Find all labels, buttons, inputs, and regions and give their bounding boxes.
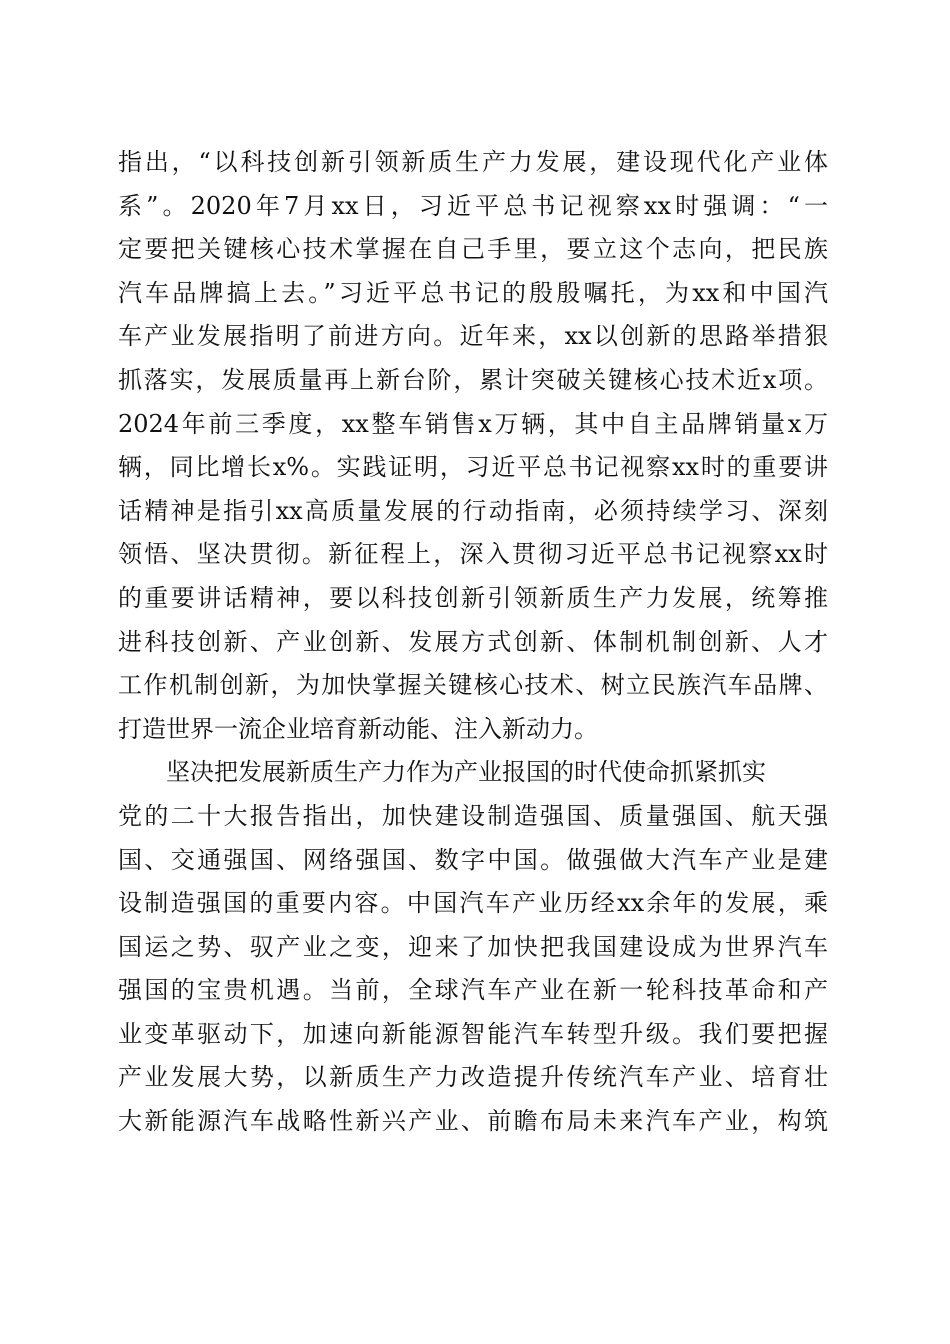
text-line: 进科技创新、产业创新、发展方式创新、体制机制创新、人才	[118, 627, 828, 656]
text-line: 指出，“以科技创新引领新质生产力发展，建设现代化产业体	[118, 148, 828, 176]
paragraph-1	[118, 141, 828, 751]
text-line: 辆，同比增长x%。实践证明，习近平总书记视察xx时的重要讲	[118, 453, 828, 482]
text-line: 话精神是指引xx高质量发展的行动指南，必须持续学习、深刻	[118, 496, 828, 525]
text-line: 领悟、坚决贯彻。新征程上，深入贯彻习近平总书记视察xx时	[118, 540, 828, 569]
paragraph-2	[118, 751, 828, 1143]
text-line: 汽车品牌搞上去。”习近平总书记的殷殷嘱托，为xx和中国汽	[118, 278, 828, 307]
text-line: 设制造强国的重要内容。中国汽车产业历经xx余年的发展，乘	[118, 889, 828, 918]
text-line: 国运之势、驭产业之变，迎来了加快把我国建设成为世界汽车	[118, 932, 828, 961]
section-heading-line: 坚决把发展新质生产力作为产业报国的时代使命抓紧抓实	[166, 758, 766, 787]
text-line: 的重要讲话精神，要以科技创新引领新质生产力发展，统筹推	[118, 583, 828, 612]
text-line: 业变革驱动下，加速向新能源智能汽车转型升级。我们要把握	[118, 1019, 828, 1048]
text-line: 抓落实，发展质量再上新台阶，累计突破关键核心技术近x项。	[118, 365, 828, 394]
text-line: 产业发展大势，以新质生产力改造提升传统汽车产业、培育壮	[118, 1063, 828, 1092]
text-line: 系”。2020年7月xx日，习近平总书记视察xx时强调：“一	[118, 191, 828, 220]
text-line: 车产业发展指明了前进方向。近年来，xx以创新的思路举措狠	[118, 322, 828, 351]
text-line: 强国的宝贵机遇。当前，全球汽车产业在新一轮科技革命和产	[118, 976, 828, 1005]
text-line: 大新能源汽车战略性新兴产业、前瞻布局未来汽车产业，构筑	[118, 1107, 828, 1136]
text-line: 工作机制创新，为加快掌握关键核心技术、树立民族汽车品牌、	[118, 671, 828, 700]
text-line: 国、交通强国、网络强国、数字中国。做强做大汽车产业是建	[118, 845, 828, 874]
text-line: 定要把关键核心技术掌握在自己手里，要立这个志向，把民族	[118, 235, 828, 264]
document-body	[118, 141, 828, 1144]
text-line: 党的二十大报告指出，加快建设制造强国、质量强国、航天强	[118, 801, 828, 830]
text-line: 打造世界一流企业培育新动能、注入新动力。	[118, 714, 598, 743]
text-line: 2024年前三季度，xx整车销售x万辆，其中自主品牌销量x万	[118, 409, 828, 438]
